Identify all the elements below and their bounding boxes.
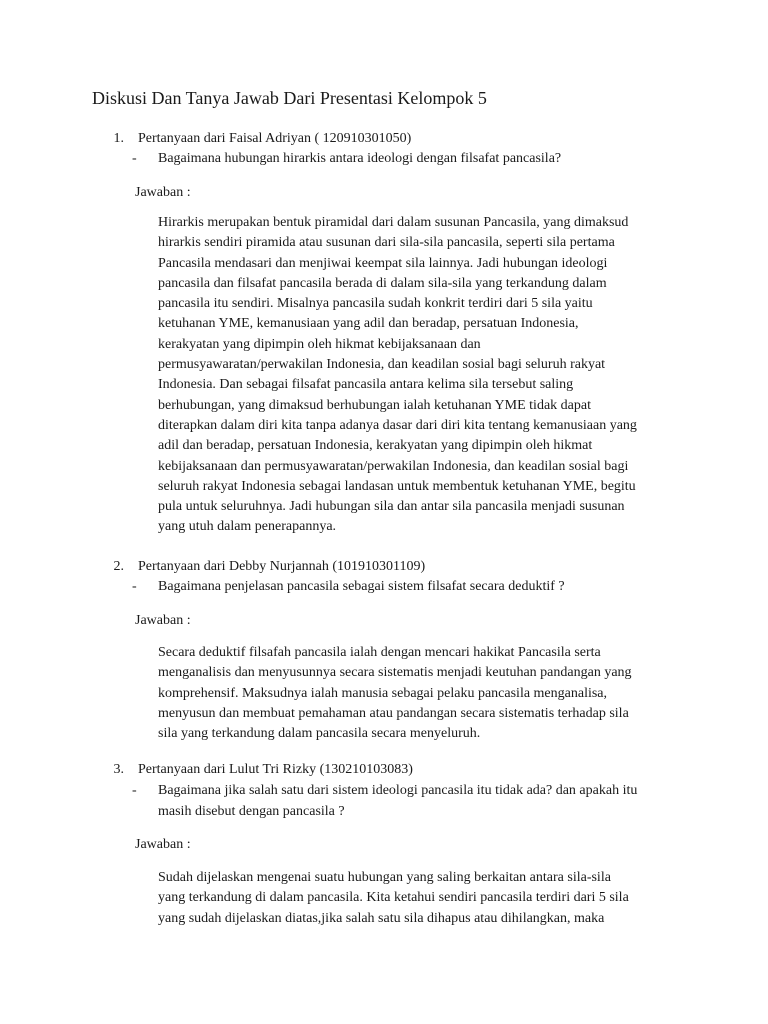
answer-line: ketuhanan YME, kemanusiaan yang adil dan beradap, persatuan Indonesia, [158, 316, 579, 332]
question-asker: Pertanyaan dari Lulut Tri Rizky (130210103083) [138, 762, 413, 777]
question-asker: Pertanyaan dari Debby Nurjannah (101910301109) [138, 559, 426, 574]
answer-line: berhubungan, yang dimaksud berhubungan ialah ketuhanan YME tidak dapat [158, 397, 591, 413]
question-text: Bagaimana penjelasan pancasila sebagai sistem filsafat secara deduktif ? [158, 579, 565, 594]
answer-line: diterapkan dalam diri kita tanpa adanya dasar dari diri kita tentang kemanusiaan yang [158, 417, 637, 433]
answer-line: Indonesia. Dan sebagai filsafat pancasila antara kelima sila tersebut saling [158, 377, 574, 393]
answer-paragraph [158, 643, 632, 744]
answer-line: Sudah dijelaskan mengenai suatu hubungan yang saling berkaitan antara sila-sila [158, 870, 611, 885]
answer-line: pancasila dan filsafat pancasila berada di dalam sila-sila yang terkandung dalam [158, 275, 607, 291]
answer-label: Jawaban : [135, 837, 191, 852]
answer-label: Jawaban : [135, 185, 191, 200]
answer-line: yang utuh dalam penerapannya. [158, 519, 337, 535]
answer-line: yang terkandung di dalam pancasila. Kita ketahui sendiri pancasila terdiri dari 5 sila [158, 890, 629, 906]
answer-line: Hirarkis merupakan bentuk piramidal dari dalam susunan Pancasila, yang dimaksud [158, 215, 629, 230]
question-text: Bagaimana hubungan hirarkis antara ideologi dengan filsafat pancasila? [158, 151, 562, 166]
question-text: Bagaimana jika salah satu dari sistem ideologi pancasila itu tidak ada? dan apakah itu [158, 783, 638, 798]
document-title: Diskusi Dan Tanya Jawab Dari Presentasi Kelompok 5 [92, 88, 487, 108]
list-number: 3. [113, 762, 124, 777]
dash-bullet: - [132, 151, 137, 166]
answer-line: permusyawaratan/perwakilan Indonesia, dan keadilan sosial bagi seluruh rakyat [158, 357, 606, 373]
answer-line: sila yang terkandung dalam pancasila secara menyeluruh. [158, 726, 481, 742]
answer-line: menyusun dan membuat pemahaman atau pandangan secara sistematis terhadap sila [158, 705, 629, 721]
answer-line: hirarkis sendiri piramida atau susunan dari sila-sila pancasila, seperti sila pertama [158, 235, 615, 251]
answer-line: kerakyatan yang dipimpin oleh hikmat kebijaksanaan dan [158, 336, 481, 352]
answer-line: adil dan beradap, persatuan Indonesia, kerakyatan yang dipimpin oleh hikmat [158, 438, 593, 454]
answer-line: komprehensif. Maksudnya ialah manusia sebagai pelaku pancasila menganalisa, [158, 685, 608, 701]
question-text: masih disebut dengan pancasila ? [158, 804, 345, 819]
answer-line: Secara deduktif filsafah pancasila ialah dengan mencari hakikat Pancasila serta [158, 645, 601, 660]
answer-line: pancasila itu sendiri. Misalnya pancasila sudah konkrit terdiri dari 5 sila yaitu [158, 296, 593, 312]
answer-label: Jawaban : [135, 613, 191, 628]
answer-line: Pancasila mendasari dan menjiwai keempat sila lainnya. Jadi hubungan ideologi [158, 255, 608, 271]
answer-line: kebijaksanaan dan permusyawaratan/perwakilan Indonesia, dan keadilan sosial bagi [158, 458, 629, 474]
answer-line: pula untuk seluruhnya. Jadi hubungan sila dan antar sila pancasila menjadi susunan [158, 499, 625, 515]
list-number: 2. [113, 559, 124, 574]
answer-paragraph [158, 213, 637, 538]
answer-paragraph [158, 868, 629, 929]
answer-line: seluruh rakyat Indonesia sebagai landasan untuk membentuk ketuhanan YME, begitu [158, 478, 636, 494]
answer-line: menganalisis dan menyusunnya secara sistematis menjadi keutuhan pandangan yang [158, 665, 632, 681]
question-asker: Pertanyaan dari Faisal Adriyan ( 120910301050) [138, 131, 412, 146]
answer-line: yang sudah dijelaskan diatas,jika salah satu sila dihapus atau dihilangkan, maka [158, 910, 605, 926]
dash-bullet: - [132, 579, 137, 594]
list-number: 1. [113, 131, 124, 146]
dash-bullet: - [132, 783, 137, 798]
